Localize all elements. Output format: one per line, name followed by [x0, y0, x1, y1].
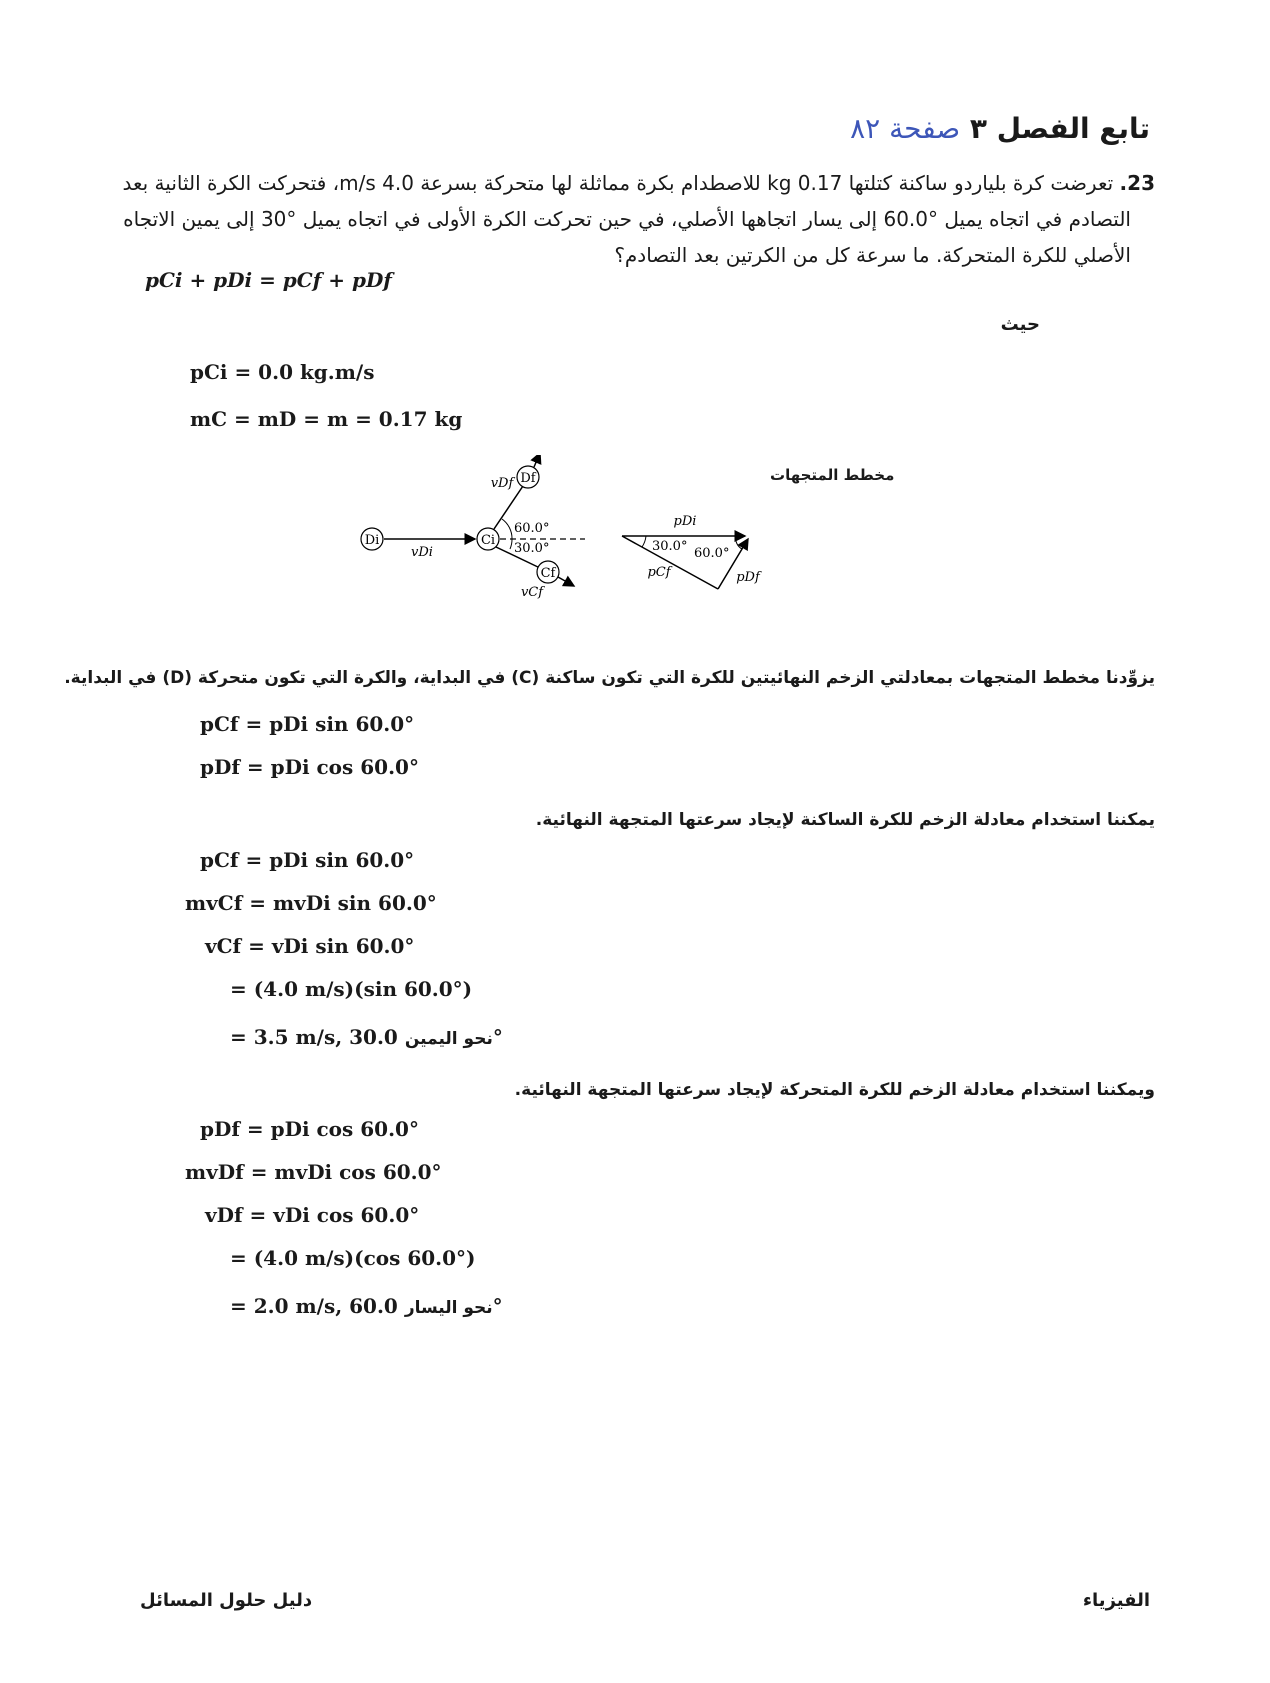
diagram-note: يزوِّدنا مخطط المتجهات بمعادلتي الزخم النهائيتين للكرة التي تكون ساكنة (C) في البداية، والكرة التي تكون متحركة (D) في البداية. — [64, 668, 1155, 688]
pdi-label: pDi — [673, 514, 697, 529]
pdf-label: pDf — [736, 570, 760, 585]
triangle-arc-60 — [736, 536, 742, 549]
moving-ball-note: ويمكننا استخدام معادلة الزخم للكرة المتحركة لإيجاد سرعتها المتجهة النهائية. — [514, 1080, 1155, 1100]
angle-30-label: 30.0° — [514, 541, 550, 556]
triangle-angle-60-label: 60.0° — [694, 546, 730, 561]
solution-c-result — [230, 1025, 503, 1049]
solution-c-direction: نحو اليمين — [404, 1029, 493, 1049]
vdi-label: vDi — [411, 545, 433, 560]
vector-diagram-label: مخطط المتجهات — [770, 466, 895, 484]
solution-d-line-1: pDf = pDi cos 60.0° — [200, 1117, 419, 1141]
momentum-equation: pCi + pDi = pCf + pDf — [145, 268, 392, 292]
vcf-label: vCf — [520, 585, 544, 600]
problem-line-2: التصادم في اتجاه يميل °60.0 إلى يسار اتجاهها الأصلي، في حين تحركت الكرة الأولى في اتجاه يميل °30 إلى يمين الاتجاه — [123, 207, 1131, 231]
problem-line-3: الأصلي للكرة المتحركة. ما سرعة كل من الكرتين بعد التصادم؟ — [614, 243, 1131, 267]
angle-arc-30 — [510, 539, 512, 549]
vdf-arrow — [534, 455, 540, 467]
problem-line-1: 23. تعرضت كرة بلياردو ساكنة كتلتها 0.17 kg للاصطدام بكرة مماثلة لها متحركة بسرعة 4.0 m/s، فتحركت الكرة الثانية بعد — [122, 171, 1155, 195]
page-number-label: صفحة ٨٢ — [850, 112, 961, 145]
triangle-angle-30-label: 30.0° — [652, 539, 688, 554]
vcf-arrow — [558, 577, 574, 586]
solution-c-line-2: mvCf = mvDi sin 60.0° — [185, 891, 437, 915]
relation-pcf: pCf = pDi sin 60.0° — [200, 712, 415, 736]
page-heading — [850, 112, 1150, 145]
solution-c-line-4: = (4.0 m/s)(sin 60.0°) — [230, 977, 473, 1001]
solution-d-line-3: vDf = vDi cos 60.0° — [205, 1203, 420, 1227]
relation-pdf: pDf = pDi cos 60.0° — [200, 755, 419, 779]
footer-subject: الفيزياء — [1082, 1590, 1150, 1611]
triangle-arc-30 — [642, 536, 646, 547]
ball-ci-label: Ci — [480, 533, 496, 548]
solution-c-line-1: pCf = pDi sin 60.0° — [200, 848, 415, 872]
solution-d-direction: نحو اليسار — [404, 1298, 493, 1318]
solution-c-line-3: vCf = vDi sin 60.0° — [205, 934, 415, 958]
where-label: حيث — [1000, 314, 1040, 335]
solution-d-line-4: = (4.0 m/s)(cos 60.0°) — [230, 1246, 476, 1270]
collision-diagram — [350, 455, 830, 615]
solution-d-value: = 2.0 m/s, — [230, 1294, 343, 1318]
pcf-label: pCf — [647, 565, 671, 580]
ball-df-label: Df — [520, 471, 536, 486]
angle-arc-60 — [502, 519, 512, 539]
equation-masses: mC = mD = m = 0.17 kg — [190, 407, 463, 431]
angle-60-label: 60.0° — [514, 521, 550, 536]
solution-d-angle: 60.0° — [349, 1294, 503, 1318]
ball-cf-label: Cf — [540, 566, 556, 581]
solution-d-line-2: mvDf = mvDi cos 60.0° — [185, 1160, 442, 1184]
stationary-ball-note: يمكننا استخدام معادلة الزخم للكرة الساكنة لإيجاد سرعتها المتجهة النهائية. — [535, 810, 1155, 830]
solution-c-angle: 30.0° — [349, 1025, 503, 1049]
footer-guide-title: دليل حلول المسائل — [140, 1590, 313, 1611]
solution-c-value: = 3.5 m/s, — [230, 1025, 343, 1049]
problem-number: 23. — [1119, 171, 1155, 195]
vdf-label: vDf — [490, 476, 514, 491]
ball-di-label: Di — [364, 533, 380, 548]
equation-pci: pCi = 0.0 kg.m/s — [190, 360, 375, 384]
solution-d-result — [230, 1294, 503, 1318]
chapter-label: تابع الفصل ٣ — [969, 112, 1150, 145]
problem-statement — [110, 165, 1155, 273]
